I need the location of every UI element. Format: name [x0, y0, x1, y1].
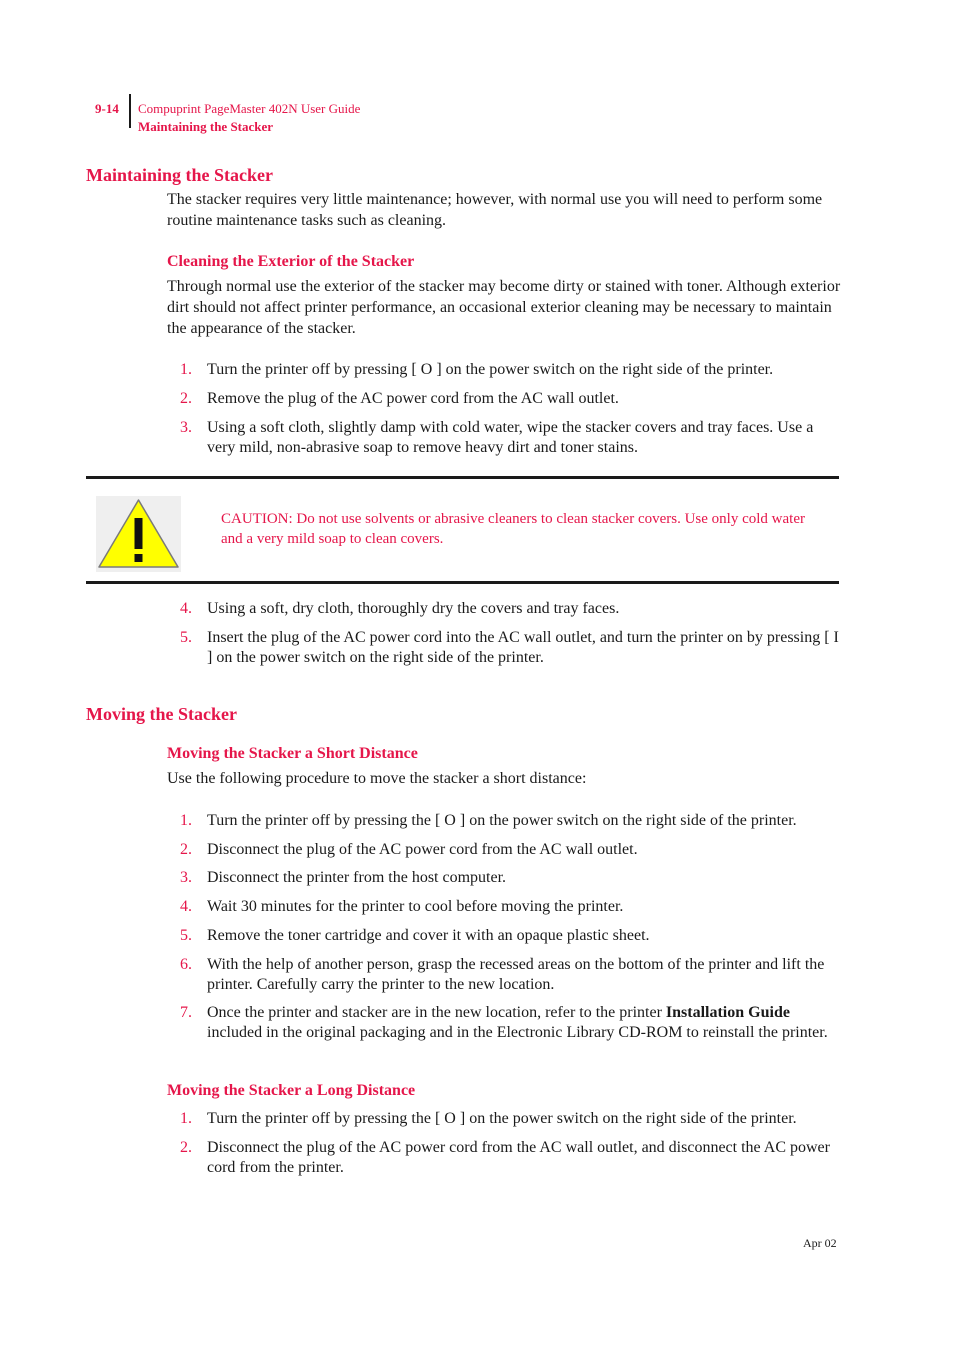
list-item: [167, 389, 842, 409]
section-heading-maintaining: Maintaining the Stacker: [86, 165, 273, 185]
step-number: 2.: [180, 1139, 192, 1156]
step-number: 5.: [180, 629, 192, 646]
subheading-long-distance: Moving the Stacker a Long Distance: [167, 1082, 416, 1099]
step-text-before: Once the printer and stacker are in the new location, refer to the printer: [207, 1004, 666, 1021]
subheading-cleaning: Cleaning the Exterior of the Stacker: [167, 253, 415, 270]
step-text: Turn the printer off by pressing the [ O ] on the power switch on the right side of the printer.: [207, 812, 797, 829]
guide-title: Compuprint PageMaster 402N User Guide: [138, 101, 361, 116]
list-item: [167, 418, 842, 457]
list-item: [167, 599, 842, 619]
list-item: [167, 811, 842, 831]
list-item: [167, 1138, 842, 1177]
list-item: [167, 926, 842, 946]
step-text: Using a soft cloth, slightly damp with cold water, wipe the stacker covers and tray faces. Use a very mild, non-abrasive soap to remove heavy dirt and toner stains.: [207, 419, 814, 456]
step-number: 2.: [180, 390, 192, 407]
step-number: 7.: [180, 1004, 192, 1021]
warning-triangle-icon: [96, 496, 181, 572]
list-item: [167, 360, 842, 380]
step-text: Turn the printer off by pressing [ O ] on the power switch on the right side of the printer.: [207, 361, 774, 378]
step-number: 2.: [180, 841, 192, 858]
running-section-title: Maintaining the Stacker: [138, 119, 274, 134]
installation-guide-ref: Installation Guide: [665, 1004, 790, 1021]
step-number: 1.: [180, 812, 192, 829]
step-number: 4.: [180, 898, 192, 915]
short-distance-intro: Use the following procedure to move the stacker a short distance:: [167, 770, 587, 787]
step-text: Turn the printer off by pressing the [ O ] on the power switch on the right side of the printer.: [207, 1110, 797, 1127]
cleaning-intro: Through normal use the exterior of the stacker may become dirty or stained with toner. Although exterior dirt should not affect printer performance, an occasional exterior cleaning may be necessary to maintain the appearance of the stacker.: [167, 278, 841, 337]
subheading-short-distance: Moving the Stacker a Short Distance: [167, 745, 418, 762]
step-number: 4.: [180, 600, 192, 617]
step-text-after: included in the original packaging and in the Electronic Library CD-ROM to reinstall the printer.: [207, 1023, 828, 1041]
step-text: Using a soft, dry cloth, thoroughly dry the covers and tray faces.: [207, 600, 620, 617]
step-text: [207, 1003, 842, 1042]
section-heading-moving: Moving the Stacker: [86, 704, 237, 724]
header-divider: [129, 94, 131, 128]
caution-top-rule: [86, 476, 839, 479]
list-item: [167, 840, 842, 860]
page-number: 9-14: [95, 101, 119, 116]
list-item: [167, 868, 842, 888]
step-text: Disconnect the plug of the AC power cord from the AC wall outlet, and disconnect the AC power cord from the printer.: [207, 1139, 830, 1176]
step-number: 6.: [180, 956, 192, 973]
step-text: Disconnect the plug of the AC power cord from the AC wall outlet.: [207, 841, 638, 858]
list-item: [167, 1109, 842, 1129]
step-number: 5.: [180, 927, 192, 944]
caution-text: CAUTION: Do not use solvents or abrasive cleaners to clean stacker covers. Use only cold water and a very mild soap to clean covers.: [221, 511, 805, 547]
step-text: Remove the toner cartridge and cover it with an opaque plastic sheet.: [207, 927, 650, 944]
step-number: 1.: [180, 361, 192, 378]
step-text: Insert the plug of the AC power cord into the AC wall outlet, and turn the printer on by pressing [ I ] on the power switch on the right side of the printer.: [207, 629, 839, 666]
step-text: Disconnect the printer from the host computer.: [207, 869, 507, 886]
caution-icon-box: [96, 496, 181, 572]
step-text: Remove the plug of the AC power cord from the AC wall outlet.: [207, 390, 619, 407]
caution-bottom-rule: [86, 581, 839, 584]
list-item: [167, 955, 842, 994]
footer-date: Apr 02: [803, 1236, 837, 1250]
step-number: 1.: [180, 1110, 192, 1127]
step-number: 3.: [180, 419, 192, 436]
list-item: [167, 1003, 842, 1042]
list-item: [167, 897, 842, 917]
maintaining-intro: The stacker requires very little maintenance; however, with normal use you will need to perform some routine maintenance tasks such as cleaning.: [167, 191, 823, 229]
list-item: [167, 628, 842, 667]
step-text: With the help of another person, grasp the recessed areas on the bottom of the printer and lift the printer. Carefully carry the printer to the new location.: [207, 956, 825, 993]
step-number: 3.: [180, 869, 192, 886]
step-text: Wait 30 minutes for the printer to cool before moving the printer.: [207, 898, 624, 915]
